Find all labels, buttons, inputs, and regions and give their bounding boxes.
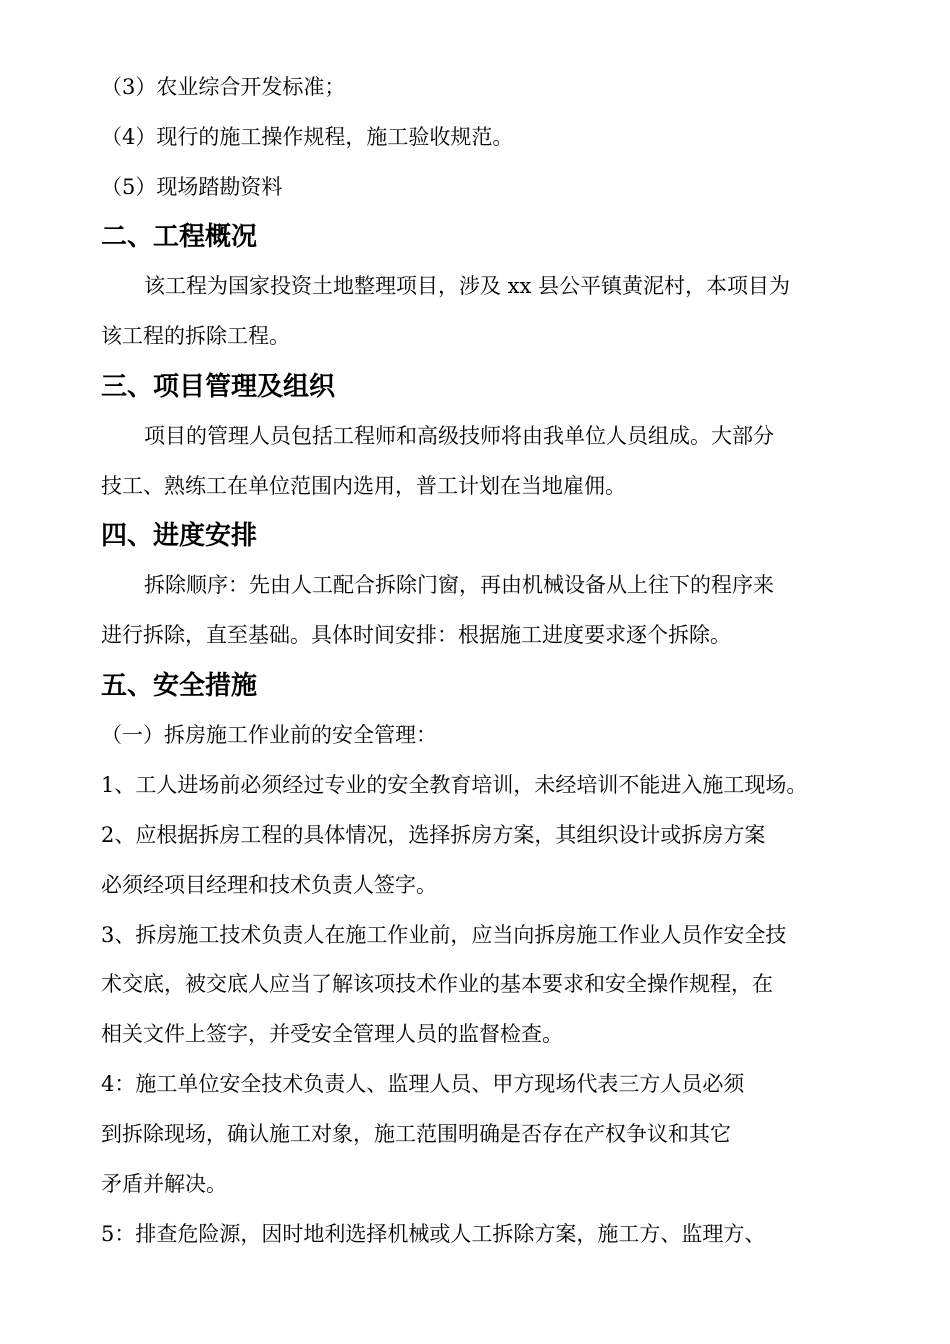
list-item-4: （4）现行的施工操作规程，施工验收规范。 [101,125,514,149]
numbered-item-3-cont: 相关文件上签字，并受安全管理人员的监督检查。 [101,1022,563,1046]
section-heading-5: 五、安全措施 [101,671,258,701]
paragraph-line: 进行拆除，直至基础。具体时间安排：根据施工进度要求逐个拆除。 [101,623,731,647]
list-item-3: （3）农业综合开发标准； [101,75,346,99]
numbered-item-3-cont: 术交底，被交底人应当了解该项技术作业的基本要求和安全操作规程，在 [101,972,773,996]
numbered-item-4: 4：施工单位安全技术负责人、监理人员、甲方现场代表三方人员必须 [101,1072,745,1096]
section-heading-3: 三、项目管理及组织 [101,372,336,402]
numbered-item-1: 1、工人进场前必须经过专业的安全教育培训，未经培训不能进入施工现场。 [101,773,808,797]
paragraph-line: 该工程为国家投资土地整理项目，涉及 xx 县公平镇黄泥村，本项目为 [144,274,791,298]
numbered-item-2: 2、应根据拆房工程的具体情况，选择拆房方案，其组织设计或拆房方案 [101,823,766,847]
numbered-item-3: 3、拆房施工技术负责人在施工作业前，应当向拆房施工作业人员作安全技 [101,923,787,947]
numbered-item-4-cont: 矛盾并解决。 [101,1172,227,1196]
list-item-5: （5）现场踏勘资料 [101,175,283,199]
numbered-item-4-cont: 到拆除现场，确认施工对象，施工范围明确是否存在产权争议和其它 [101,1122,731,1146]
paragraph-line: 该工程的拆除工程。 [101,324,290,348]
paragraph-line: 拆除顺序：先由人工配合拆除门窗，再由机械设备从上往下的程序来 [144,573,774,597]
numbered-item-2-cont: 必须经项目经理和技术负责人签字。 [101,873,437,897]
subsection-heading: （一）拆房施工作业前的安全管理： [101,723,437,747]
paragraph-line: 项目的管理人员包括工程师和高级技师将由我单位人员组成。大部分 [144,424,774,448]
paragraph-line: 技工、熟练工在单位范围内选用，普工计划在当地雇佣。 [101,474,626,498]
section-heading-2: 二、工程概况 [101,222,258,252]
numbered-item-5: 5：排查危险源，因时地利选择机械或人工拆除方案，施工方、监理方、 [101,1222,766,1246]
section-heading-4: 四、进度安排 [101,521,258,551]
